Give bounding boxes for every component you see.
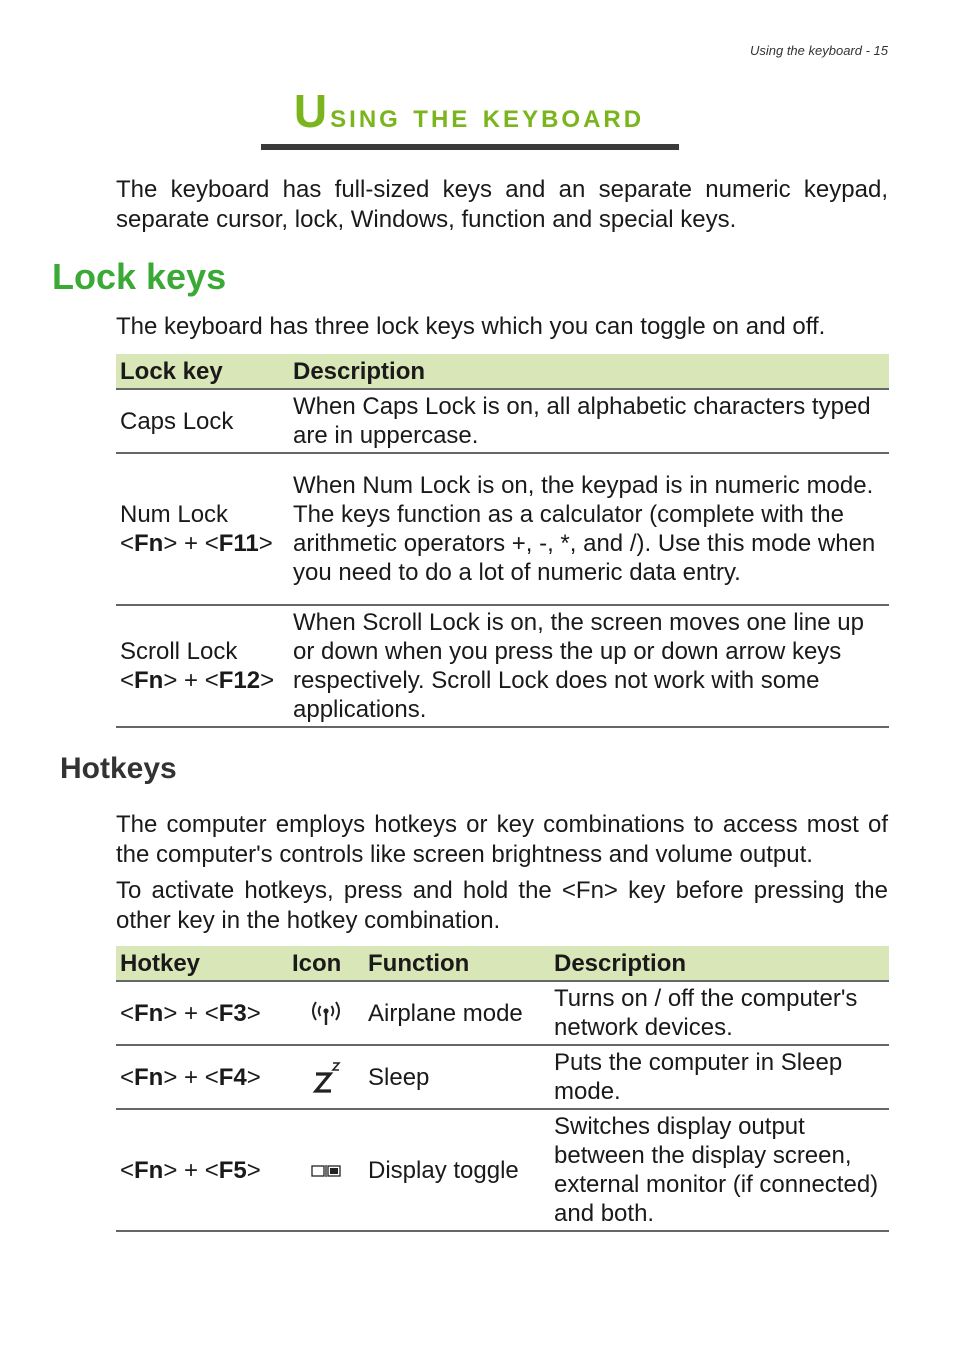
column-header: Description [289,354,889,389]
chapter-title-rest: sing the keyboard [330,97,645,135]
lock-keys-heading: Lock keys [52,256,227,297]
table-row [116,1109,889,1231]
function-cell: Display toggle [364,1109,550,1231]
description-cell: When Scroll Lock is on, the screen moves one line up or down when you press the up or down arrow keys respectively. Scroll Lock does not work with some applications. [289,605,889,727]
table-row [116,605,889,727]
icon-cell [288,1109,364,1231]
function-key: F3 [218,999,247,1027]
lock-key-name: Num Lock [120,501,229,528]
description-cell: Switches display output between the display screen, external monitor (if connected) and both. [550,1109,889,1231]
lock-key-name: Caps Lock [120,407,234,435]
icon-cell [288,981,364,1045]
lock-key-name: Scroll Lock [120,638,238,665]
intro-paragraph: The keyboard has full-sized keys and an separate numeric keypad, separate cursor, lock, Windows, function and special keys. [116,176,888,233]
fn-key: Fn [134,999,164,1027]
table-row [116,1045,889,1109]
column-header: Function [364,946,550,981]
column-header: Description [550,946,889,981]
table-header-row [116,354,889,389]
function-key: F4 [218,1063,247,1091]
function-key: F5 [218,1156,247,1184]
hotkey-cell: <Fn> + <F4> [116,1045,288,1109]
lock-key-cell: Scroll Lock <Fn> + <F12> [116,605,289,727]
description-cell: Puts the computer in Sleep mode. [550,1045,889,1109]
chapter-title-initial: U [293,85,331,137]
display-toggle-icon [306,1161,346,1181]
sleep-icon [306,1057,346,1097]
lock-key-cell [116,389,289,453]
table-row [116,453,889,605]
description-cell: When Caps Lock is on, all alphabetic characters typed are in uppercase. [289,389,889,453]
table-row [116,389,889,453]
table-row [116,981,889,1045]
hotkeys-heading: Hotkeys [60,752,177,785]
function-cell: Airplane mode [364,981,550,1045]
description-cell: Turns on / off the computer's network devices. [550,981,889,1045]
hotkeys-table [116,946,889,1232]
hotkey-cell: <Fn> + <F5> [116,1109,288,1231]
lock-keys-intro: The keyboard has three lock keys which you can toggle on and off. [116,313,826,340]
column-header: Icon [288,946,364,981]
description-cell: When Num Lock is on, the keypad is in numeric mode. The keys function as a calculator (complete with the arithmetic operators +, -, *, and /). Use this mode when you need to do a lot of numeric data entry. [289,453,889,605]
fn-key: Fn [134,667,164,694]
table-header-row [116,946,889,981]
running-header: Using the keyboard - 15 [749,43,888,58]
fn-key: Fn [134,530,164,557]
function-cell: Sleep [364,1045,550,1109]
fn-key: Fn [134,1156,164,1184]
column-header: Lock key [116,354,289,389]
airplane-mode-icon [306,998,346,1028]
lock-key-cell: Num Lock <Fn> + <F11> [116,453,289,605]
hotkeys-paragraph-1: The computer employs hotkeys or key combinations to access most of the computer's controls like screen brightness and volume output. [116,811,888,868]
chapter-title [0,84,938,138]
lock-keys-table [116,354,889,728]
hotkey-cell: <Fn> + <F3> [116,981,288,1045]
fn-key: Fn [134,1063,164,1091]
hotkeys-paragraph-2: To activate hotkeys, press and hold the <Fn> key before pressing the other key in the hotkey combination. [116,877,888,934]
function-key: F12 [218,667,261,694]
icon-cell [288,1045,364,1109]
function-key: F11 [218,530,259,557]
column-header: Hotkey [116,946,288,981]
title-underline [261,144,679,150]
